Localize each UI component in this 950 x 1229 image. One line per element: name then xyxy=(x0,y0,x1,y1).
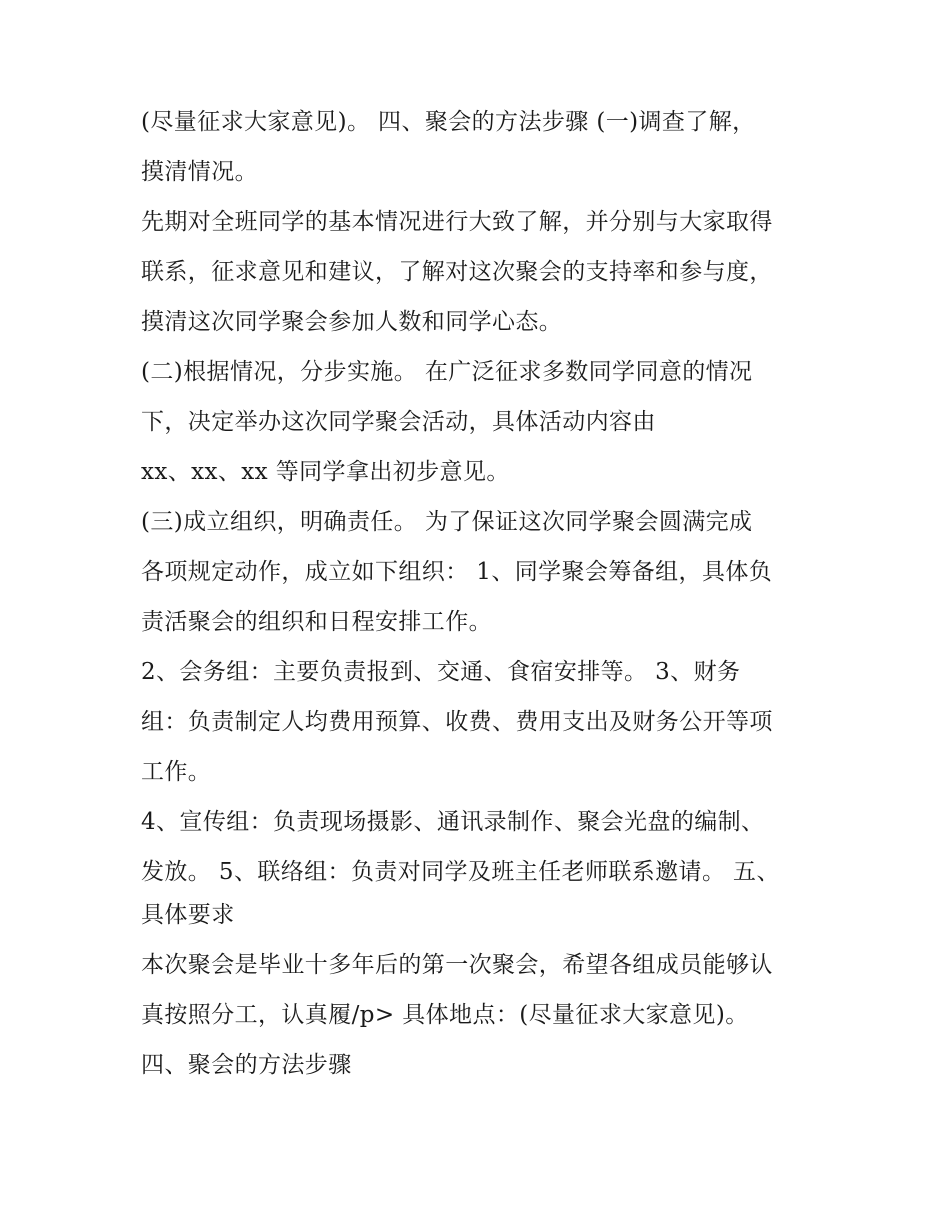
text-line: (三)成立组织，明确责任。 为了保证这次同学聚会圆满完成 xyxy=(141,509,753,535)
text-line: xx、xx、xx 等同学拿出初步意见。 xyxy=(141,459,510,485)
text-line: (尽量征求大家意见)。 四、聚会的方法步骤 (一)调查了解， xyxy=(141,109,756,135)
text-line: 组：负责制定人均费用预算、收费、费用支出及财务公开等项 xyxy=(141,709,773,735)
text-line: 先期对全班同学的基本情况进行大致了解，并分别与大家取得 xyxy=(141,209,773,235)
text-line: 联系，征求意见和建议，了解对这次聚会的支持率和参与度， xyxy=(141,259,773,285)
text-line: 2、会务组：主要负责报到、交通、食宿安排等。 3、财务 xyxy=(141,659,741,685)
document-body xyxy=(141,109,831,1079)
text-line: 摸清情况。 xyxy=(141,159,258,185)
text-line: 四、聚会的方法步骤 xyxy=(141,1052,352,1078)
text-line: 4、宣传组：负责现场摄影、通讯录制作、聚会光盘的编制、 xyxy=(141,809,765,835)
text-line: 摸清这次同学聚会参加人数和同学心态。 xyxy=(141,309,563,335)
text-line: 本次聚会是毕业十多年后的第一次聚会，希望各组成员能够认 xyxy=(141,952,773,978)
text-line: (二)根据情况，分步实施。 在广泛征求多数同学同意的情况 xyxy=(141,359,753,385)
text-line: 具体要求 xyxy=(141,902,235,928)
text-line: 真按照分工，认真履/p> 具体地点：(尽量征求大家意见)。 xyxy=(141,1002,749,1028)
text-line: 下，决定举办这次同学聚会活动，具体活动内容由 xyxy=(141,409,656,435)
text-line: 发放。 5、联络组：负责对同学及班主任老师联系邀请。 五、 xyxy=(141,859,780,885)
text-line: 各项规定动作，成立如下组织： 1、同学聚会筹备组，具体负 xyxy=(141,559,773,585)
text-line: 责活聚会的组织和日程安排工作。 xyxy=(141,609,492,635)
text-line: 工作。 xyxy=(141,759,212,785)
